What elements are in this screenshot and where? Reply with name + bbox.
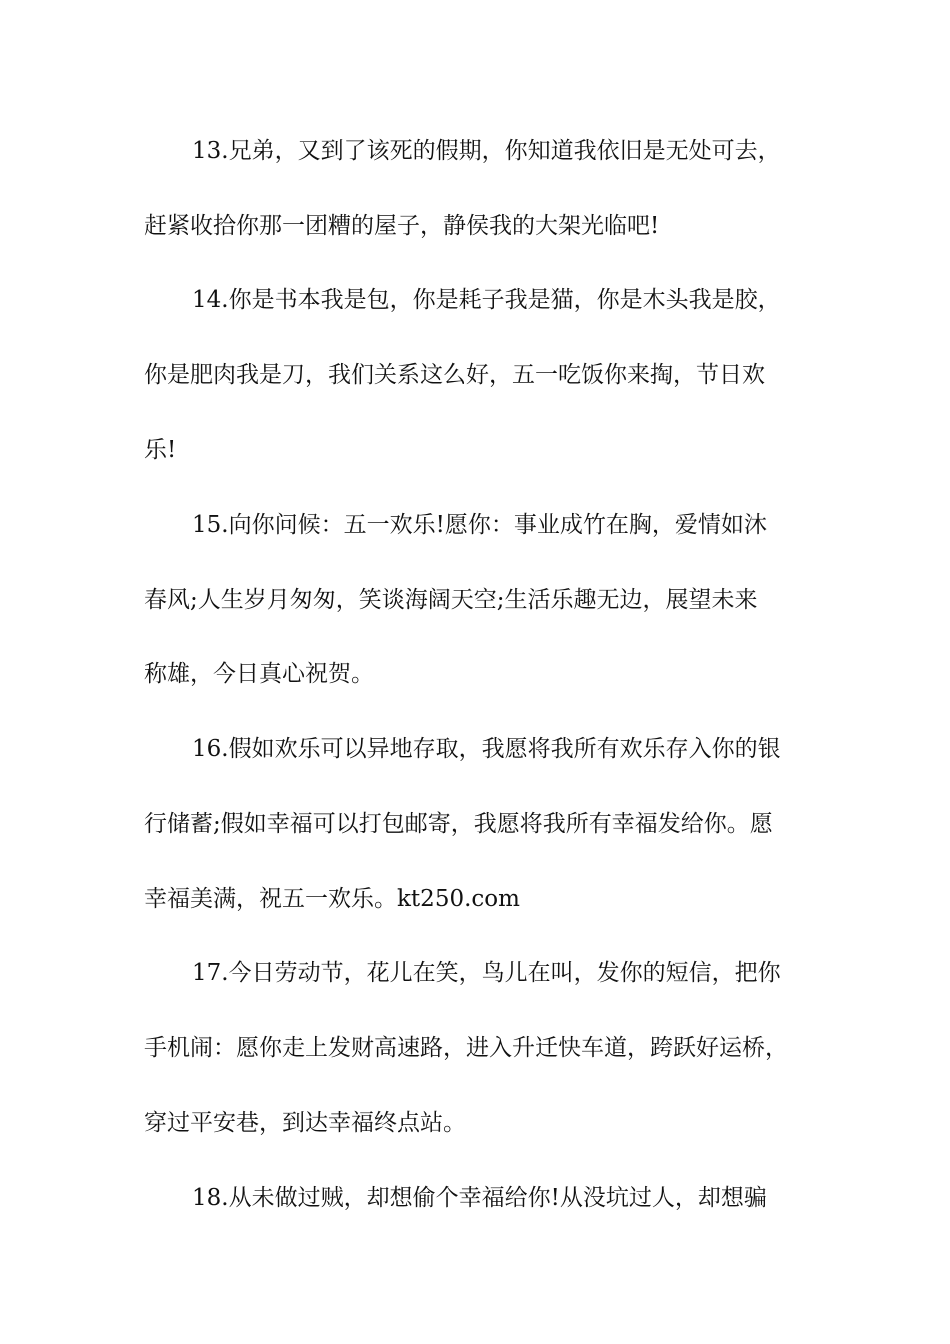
paragraph-17-line-1: 17.今日劳动节，花儿在笑，鸟儿在叫，发你的短信，把你 [192, 960, 781, 986]
paragraph-16-line-1: 16.假如欢乐可以异地存取，我愿将我所有欢乐存入你的银 [192, 736, 781, 762]
paragraph-17-line-2: 手机闹：愿你走上发财高速路，进入升迁快车道，跨跃好运桥， [144, 1035, 788, 1061]
paragraph-17-line-3: 穿过平安巷，到达幸福终点站。 [144, 1110, 466, 1136]
paragraph-16-line-3: 幸福美满，祝五一欢乐。kt250.com [144, 886, 520, 912]
paragraph-15-line-1: 15.向你问候：五一欢乐!愿你：事业成竹在胸，爱情如沐 [192, 512, 767, 538]
paragraph-14-line-1: 14.你是书本我是包，你是耗子我是猫，你是木头我是胶， [192, 287, 781, 313]
paragraph-18-line-1: 18.从未做过贼，却想偷个幸福给你!从没坑过人，却想骗 [192, 1185, 767, 1211]
paragraph-14-line-2: 你是肥肉我是刀，我们关系这么好，五一吃饭你来掏，节日欢 [144, 362, 765, 388]
paragraph-13-line-2: 赶紧收拾你那一团糟的屋子，静侯我的大架光临吧! [144, 213, 660, 239]
paragraph-15-line-2: 春风;人生岁月匆匆，笑谈海阔天空;生活乐趣无边，展望未来 [144, 587, 758, 613]
paragraph-13-line-1: 13.兄弟，又到了该死的假期，你知道我依旧是无处可去， [192, 138, 781, 164]
paragraph-16-line-2: 行储蓄;假如幸福可以打包邮寄，我愿将我所有幸福发给你。愿 [144, 811, 773, 837]
paragraph-15-line-3: 称雄，今日真心祝贺。 [144, 661, 374, 687]
paragraph-14-line-3: 乐! [144, 437, 177, 463]
